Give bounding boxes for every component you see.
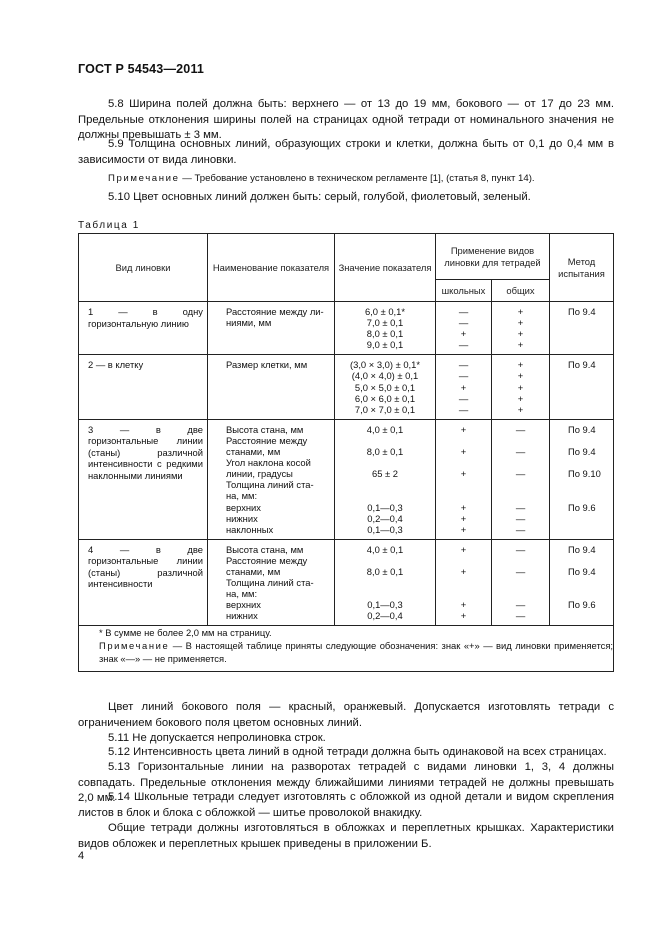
- school-usage-mark: —: [458, 306, 469, 317]
- general-usage-mark: +: [517, 403, 524, 415]
- general-usage-mark: —: [515, 446, 526, 458]
- cell-indicator-value: [335, 355, 436, 419]
- test-method-line: [568, 577, 613, 588]
- school-usage-mark: —: [458, 317, 469, 329]
- paragraph-5-13: 5.13 Горизонтальные линии на разворотах тетрадей с видами линовки 1, 3, 4 должны совпадать. Предельные отклонения между ближайшими линиями тетрадей не должны превышать 2,0 мм.: [78, 761, 614, 804]
- indicator-value-line: 0,2—0,4: [367, 512, 403, 524]
- school-usage-mark: [436, 577, 491, 588]
- note-5-9: [78, 172, 614, 185]
- general-usage-mark: +: [517, 392, 524, 404]
- header-usage: Применение видов линовки для тетрадей: [436, 234, 550, 280]
- general-usage-mark: +: [517, 317, 524, 329]
- general-usage-mark: —: [515, 610, 526, 622]
- indicator-value-line: 5,0 × 5,0 ± 0,1: [354, 381, 416, 393]
- indicator-value-line: 0,1—0,3: [367, 599, 403, 611]
- school-usage-mark: +: [460, 423, 467, 435]
- general-usage-mark: —: [515, 423, 526, 435]
- test-method-line: [568, 457, 613, 468]
- general-usage-mark: —: [515, 599, 526, 611]
- test-method-line: [568, 588, 613, 599]
- page-number: 4: [78, 850, 85, 862]
- table-row: [79, 419, 614, 539]
- cell-ruling-kind: [79, 539, 208, 626]
- school-usage-mark: —: [458, 403, 469, 415]
- indicator-value-line: 0,1—0,3: [367, 501, 403, 513]
- school-usage-mark: +: [460, 565, 467, 577]
- note-label: Примечание: [108, 173, 180, 184]
- paragraph-5-12: 5.12 Интенсивность цвета линий в одной тетради должна быть одинаковой на всех страницах.: [108, 746, 607, 758]
- general-usage-mark: [492, 588, 549, 599]
- ruling-kind-text: 3 — в две горизонтальные линии (станы) различной интенсивности с редкими наклонными линиями: [88, 423, 203, 481]
- test-method-line: [568, 317, 613, 328]
- indicator-name-line: линии, градусы: [226, 468, 293, 480]
- table-caption: Таблица 1: [78, 220, 140, 231]
- table-note: [79, 639, 614, 672]
- cell-ruling-kind: [79, 355, 208, 419]
- indicator-name-line: верхних: [226, 599, 261, 611]
- indicator-value-line: 6,0 × 6,0 ± 0,1: [354, 392, 416, 404]
- school-usage-mark: [436, 588, 491, 599]
- indicator-value-line: [335, 577, 435, 588]
- paragraph-5-9: 5.9 Толщина основных линий, образующих строки и клетки, должна быть от 0,1 до 0,4 мм в зависимости от вида линовки.: [78, 138, 614, 166]
- school-usage-mark: +: [460, 328, 467, 340]
- indicator-name-line: на, мм:: [226, 588, 258, 600]
- school-usage-mark: +: [460, 512, 467, 524]
- general-usage-mark: [492, 479, 549, 490]
- note-text: — Требование установлено в техническом регламенте [1], (статья 8, пункт 14).: [182, 173, 535, 184]
- ruling-kind-text: 4 — в две горизонтальные линии (станы) различной интенсивности: [88, 543, 203, 590]
- indicator-value-line: [335, 435, 435, 446]
- cell-ruling-kind: [79, 302, 208, 355]
- cell-test-method: [550, 355, 614, 419]
- cell-indicator-value: [335, 302, 436, 355]
- general-usage-mark: —: [515, 565, 526, 577]
- general-usage-mark: +: [517, 381, 524, 393]
- indicator-value-line: (3,0 × 3,0) ± 0,1*: [349, 359, 421, 371]
- cell-ruling-kind: [79, 419, 208, 539]
- test-method-line: По 9.6: [568, 501, 596, 513]
- table-body: [79, 302, 614, 626]
- cell-school-usage: [436, 355, 492, 419]
- cell-school-usage: [436, 539, 492, 626]
- general-usage-mark: +: [517, 339, 524, 351]
- cell-indicator-name: [208, 302, 335, 355]
- header-method: Метод испытания: [550, 234, 614, 302]
- school-usage-mark: +: [460, 523, 467, 535]
- school-usage-mark: [436, 479, 491, 490]
- indicator-value-line: 9,0 ± 0,1: [366, 339, 404, 351]
- indicator-value-line: [335, 457, 435, 468]
- school-usage-mark: +: [460, 468, 467, 480]
- cell-indicator-name: [208, 419, 335, 539]
- indicator-name-line: станами, мм: [226, 565, 281, 577]
- indicator-value-line: [335, 490, 435, 501]
- test-method-line: По 9.4: [568, 543, 596, 555]
- general-usage-mark: —: [515, 512, 526, 524]
- indicator-name-line: Расстояние между: [226, 434, 308, 446]
- school-usage-mark: +: [460, 381, 467, 393]
- cell-test-method: [550, 302, 614, 355]
- test-method-line: По 9.4: [568, 306, 596, 317]
- test-method-line: [568, 382, 613, 393]
- general-usage-mark: [492, 490, 549, 501]
- indicator-name-line: на, мм:: [226, 490, 258, 502]
- table-row: [79, 355, 614, 419]
- general-usage-mark: +: [517, 359, 524, 371]
- table-row: [79, 302, 614, 355]
- school-usage-mark: +: [460, 599, 467, 611]
- school-usage-mark: +: [460, 446, 467, 458]
- table-row: [79, 539, 614, 626]
- ruling-kind-text: 2 — в клетку: [88, 359, 144, 371]
- school-usage-mark: [436, 457, 491, 468]
- indicator-value-line: 8,0 ± 0,1: [366, 565, 404, 577]
- indicator-value-line: 0,2—0,4: [367, 610, 403, 622]
- cell-indicator-value: [335, 419, 436, 539]
- indicator-name-line: верхних: [226, 501, 261, 513]
- indicator-value-line: [335, 555, 435, 566]
- test-method-line: По 9.6: [568, 599, 596, 611]
- indicator-value-line: 8,0 ± 0,1: [366, 328, 404, 340]
- cell-general-usage: [492, 302, 550, 355]
- indicator-name-line: Размер клетки, мм: [226, 359, 308, 371]
- school-usage-mark: —: [458, 339, 469, 351]
- indicator-name-line: Высота стана, мм: [226, 423, 304, 435]
- test-method-line: [568, 490, 613, 501]
- indicator-value-line: 0,1—0,3: [367, 523, 403, 535]
- indicator-name-line: [226, 393, 334, 404]
- indicator-name-line: Толщина линий ста-: [226, 577, 314, 589]
- test-method-line: [568, 479, 613, 490]
- indicator-name-line: Высота стана, мм: [226, 543, 304, 555]
- indicator-value-line: 4,0 ± 0,1: [366, 543, 404, 555]
- school-usage-mark: +: [460, 543, 467, 555]
- test-method-line: [568, 524, 613, 535]
- paragraph-covers: Общие тетради должны изготовляться в обложках и переплетных крышках. Характеристики видов обложек и переплетных крышек приведены в приложении Б.: [78, 822, 614, 850]
- school-usage-mark: +: [460, 610, 467, 622]
- general-usage-mark: [492, 457, 549, 468]
- indicator-name-line: [226, 339, 334, 350]
- table-1: [78, 233, 614, 672]
- indicator-name-line: наклонных: [226, 523, 274, 535]
- paragraph-5-8: 5.8 Ширина полей должна быть: верхнего — от 13 до 19 мм, бокового — от 17 до 23 мм. Предельные отклонения ширины полей на страницах одной тетради от номинального значения не должны превышать ± 3 мм.: [78, 98, 614, 141]
- school-usage-mark: [436, 555, 491, 566]
- general-usage-mark: [492, 435, 549, 446]
- indicator-name-line: Толщина линий ста-: [226, 479, 314, 491]
- test-method-line: По 9.4: [568, 565, 596, 577]
- indicator-name-line: [226, 328, 334, 339]
- ruling-kind-text: 1 — в одну горизонтальную линию: [88, 306, 203, 329]
- indicator-value-line: 4,0 ± 0,1: [366, 423, 404, 435]
- header-kind: Вид линовки: [79, 234, 208, 302]
- paragraph-5-11: 5.11 Не допускается непролиновка строк.: [108, 732, 326, 744]
- general-usage-mark: [492, 555, 549, 566]
- cell-general-usage: [492, 539, 550, 626]
- indicator-value-line: [335, 479, 435, 490]
- header-school: школьных: [436, 280, 492, 302]
- table-note-text: — В настоящей таблице приняты следующие обозначения: знак «+» — вид линовки применяется; знак «—» — не применяется.: [99, 640, 614, 665]
- indicator-name-line: [226, 382, 334, 393]
- indicator-value-line: (4,0 × 4,0) ± 0,1: [351, 370, 419, 382]
- general-usage-mark: +: [517, 306, 524, 317]
- header-general: общих: [492, 280, 550, 302]
- cell-indicator-name: [208, 539, 335, 626]
- indicator-name-line: Расстояние между: [226, 554, 308, 566]
- test-method-line: [568, 610, 613, 621]
- test-method-line: [568, 513, 613, 524]
- school-usage-mark: [436, 435, 491, 446]
- paragraph-5-10: 5.10 Цвет основных линий должен быть: серый, голубой, фиолетовый, зеленый.: [108, 191, 531, 203]
- indicator-value-line: 65 ± 2: [372, 468, 398, 480]
- school-usage-mark: +: [460, 501, 467, 513]
- cell-test-method: [550, 419, 614, 539]
- cell-test-method: [550, 539, 614, 626]
- cell-indicator-value: [335, 539, 436, 626]
- general-usage-mark: +: [517, 328, 524, 340]
- indicator-name-line: станами, мм: [226, 446, 281, 458]
- indicator-name-line: ниями, мм: [226, 317, 272, 329]
- table-note-label: Примечание: [99, 640, 170, 652]
- test-method-line: [568, 328, 613, 339]
- cell-general-usage: [492, 419, 550, 539]
- general-usage-mark: [492, 577, 549, 588]
- indicator-value-line: [335, 588, 435, 599]
- indicator-name-line: нижних: [226, 610, 258, 622]
- test-method-line: По 9.4: [568, 359, 596, 371]
- test-method-line: По 9.4: [568, 423, 596, 435]
- general-usage-mark: —: [515, 523, 526, 535]
- cell-school-usage: [436, 302, 492, 355]
- school-usage-mark: —: [458, 359, 469, 371]
- test-method-line: [568, 555, 613, 566]
- cell-school-usage: [436, 419, 492, 539]
- table-footnote: * В сумме не более 2,0 мм на страницу.: [79, 626, 614, 640]
- indicator-name-line: [226, 404, 334, 415]
- general-usage-mark: —: [515, 543, 526, 555]
- indicator-name-line: нижних: [226, 512, 258, 524]
- paragraph-5-14: 5.14 Школьные тетради следует изготовлять с обложкой из одной детали и видом скрепления листов в блок и блока с обложкой — шитье проволокой внакидку.: [78, 791, 614, 819]
- general-usage-mark: —: [515, 468, 526, 480]
- test-method-line: [568, 393, 613, 404]
- indicator-name-line: Угол наклона косой: [226, 457, 311, 469]
- cell-indicator-name: [208, 355, 335, 419]
- header-value: Значение показателя: [335, 234, 436, 302]
- general-usage-mark: +: [517, 370, 524, 382]
- test-method-line: По 9.10: [568, 468, 601, 480]
- school-usage-mark: —: [458, 370, 469, 382]
- school-usage-mark: —: [458, 392, 469, 404]
- indicator-name-line: [226, 370, 334, 381]
- indicator-value-line: 7,0 ± 0,1: [366, 317, 404, 329]
- indicator-value-line: 7,0 × 7,0 ± 0,1: [354, 403, 416, 415]
- test-method-line: По 9.4: [568, 446, 596, 458]
- document-header: ГОСТ Р 54543—2011: [78, 62, 205, 76]
- test-method-line: [568, 435, 613, 446]
- school-usage-mark: [436, 490, 491, 501]
- paragraph-side-lines: Цвет линий бокового поля — красный, оранжевый. Допускается изготовлять тетради с ограничением бокового поля цветом основных линий.: [78, 701, 614, 729]
- test-method-line: [568, 370, 613, 381]
- test-method-line: [568, 339, 613, 350]
- test-method-line: [568, 404, 613, 415]
- indicator-value-line: 6,0 ± 0,1*: [364, 306, 406, 317]
- cell-general-usage: [492, 355, 550, 419]
- indicator-value-line: 8,0 ± 0,1: [366, 446, 404, 458]
- header-name: Наименование показателя: [208, 234, 335, 302]
- indicator-name-line: Расстояние между ли-: [226, 306, 324, 317]
- general-usage-mark: —: [515, 501, 526, 513]
